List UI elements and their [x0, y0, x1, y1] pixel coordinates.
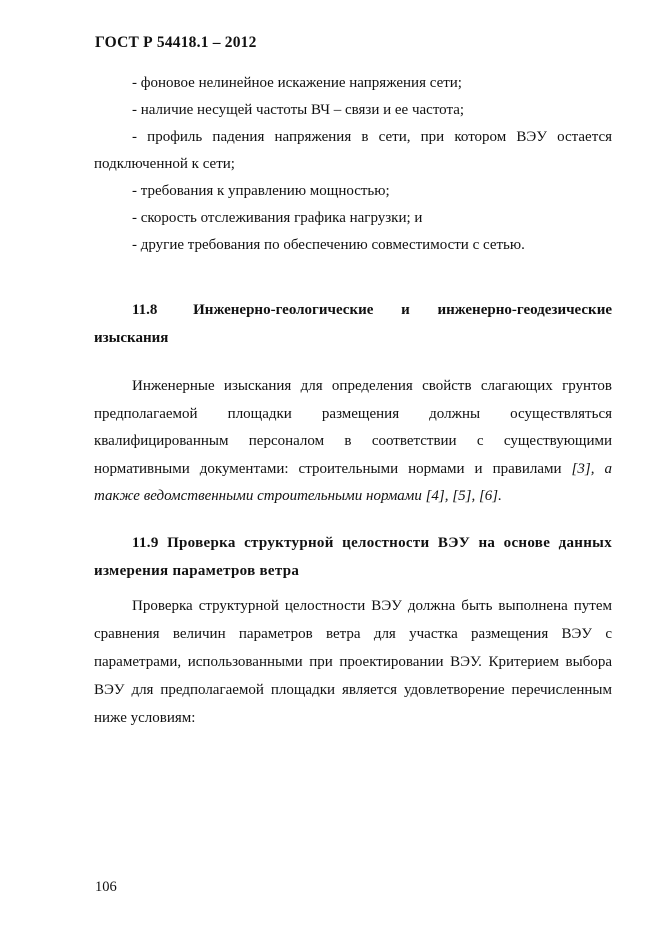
list-item: - профиль падения напряжения в сети, при котором ВЭУ остается подключенной к сети; [94, 129, 612, 172]
section-heading-11-8 [94, 296, 612, 352]
section-title: Инженерно-геологические и инженерно-геодезические изыскания [94, 302, 612, 346]
page-number: 106 [95, 879, 117, 895]
list-item: - фоновое нелинейное искажение напряжения сети; [132, 75, 462, 91]
paragraph-references: [3], а также ведомственными строительными нормами [4], [5], [6]. [94, 460, 612, 504]
section-paragraph-11-8 [94, 373, 612, 511]
list-item: - скорость отслеживания графика нагрузки; и [132, 210, 423, 226]
section-paragraph-11-9: Проверка структурной целостности ВЭУ должна быть выполнена путем сравнения величин параметров ветра для участка размещения ВЭУ с параметрами, использованными при проектировании ВЭУ. Критерием выбора ВЭУ для предполагаемой площадки является удовлетворение перечисленным ниже условиям: [94, 598, 612, 726]
section-heading-11-9: 11.9 Проверка структурной целостности ВЭУ на основе данных измерения параметров ветра [94, 535, 612, 579]
paragraph-text: Инженерные изыскания для определения свойств слагающих грунтов предполагаемой площадки размещения должны осуществляться квалифицированным персоналом в соответствии с существующими нормативными документами: строительными нормами и правилами [94, 378, 612, 477]
document-header: ГОСТ Р 54418.1 – 2012 [95, 34, 257, 51]
list-item: - требования к управлению мощностью; [132, 183, 390, 199]
requirements-list [94, 70, 612, 259]
section-number: 11.8 [132, 302, 158, 318]
list-item: - другие требования по обеспечению совместимости с сетью. [132, 237, 525, 253]
list-item: - наличие несущей частоты ВЧ – связи и ее частота; [132, 102, 465, 118]
